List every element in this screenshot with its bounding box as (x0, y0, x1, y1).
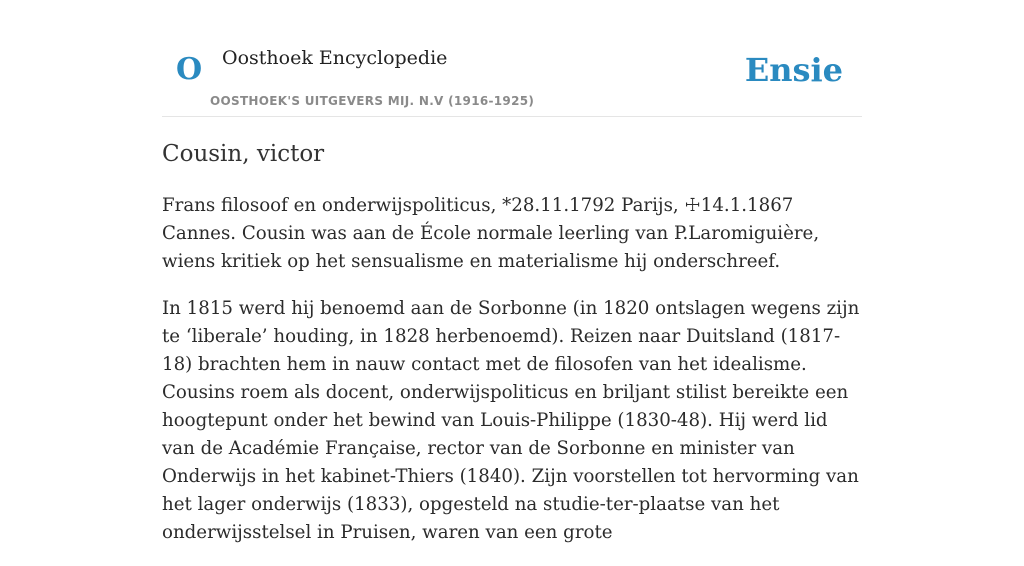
source-name-link[interactable]: Oosthoek Encyclopedie (222, 47, 448, 69)
article-paragraph: Frans filosoof en onderwijspoliticus, *28.11.1792 Parijs, ☩14.1.1867 Cannes. Cousin was aan de École normale leerling van P.Laromiguière, wiens kritiek op het sensualisme en materialisme hij onderschreef. (162, 195, 820, 272)
article-body (162, 192, 862, 566)
source-header (162, 36, 862, 117)
publisher-label: OOSTHOEK'S UITGEVERS MIJ. N.V (1916-1925) (210, 94, 535, 108)
article-paragraph: In 1815 werd hij benoemd aan de Sorbonne (in 1820 ontslagen wegens zijn te ‘liberale’ houding, in 1828 herbenoemd). Reizen naar Duitsland (1817-18) brachten hem in nauw contact met de filosofen van het idealisme. Cousins roem als docent, onderwijspoliticus en briljant stilist bereikte een hoogtepunt onder het bewind van Louis-Philippe (1830-48). Hij werd lid van de Académie Française, rector van de Sorbonne en minister van Onderwijs in het kabinet-Thiers (1840). Zijn voorstellen tot hervorming van het lager onderwijs (1833), opgesteld na studie-ter-plaatse van het onderwijsstelsel in Pruisen, waren van een grote (162, 298, 860, 543)
article-title: Cousin, victor (162, 141, 325, 167)
source-logo[interactable]: O (176, 52, 203, 87)
ensie-logo-link[interactable]: Ensie (744, 51, 843, 89)
